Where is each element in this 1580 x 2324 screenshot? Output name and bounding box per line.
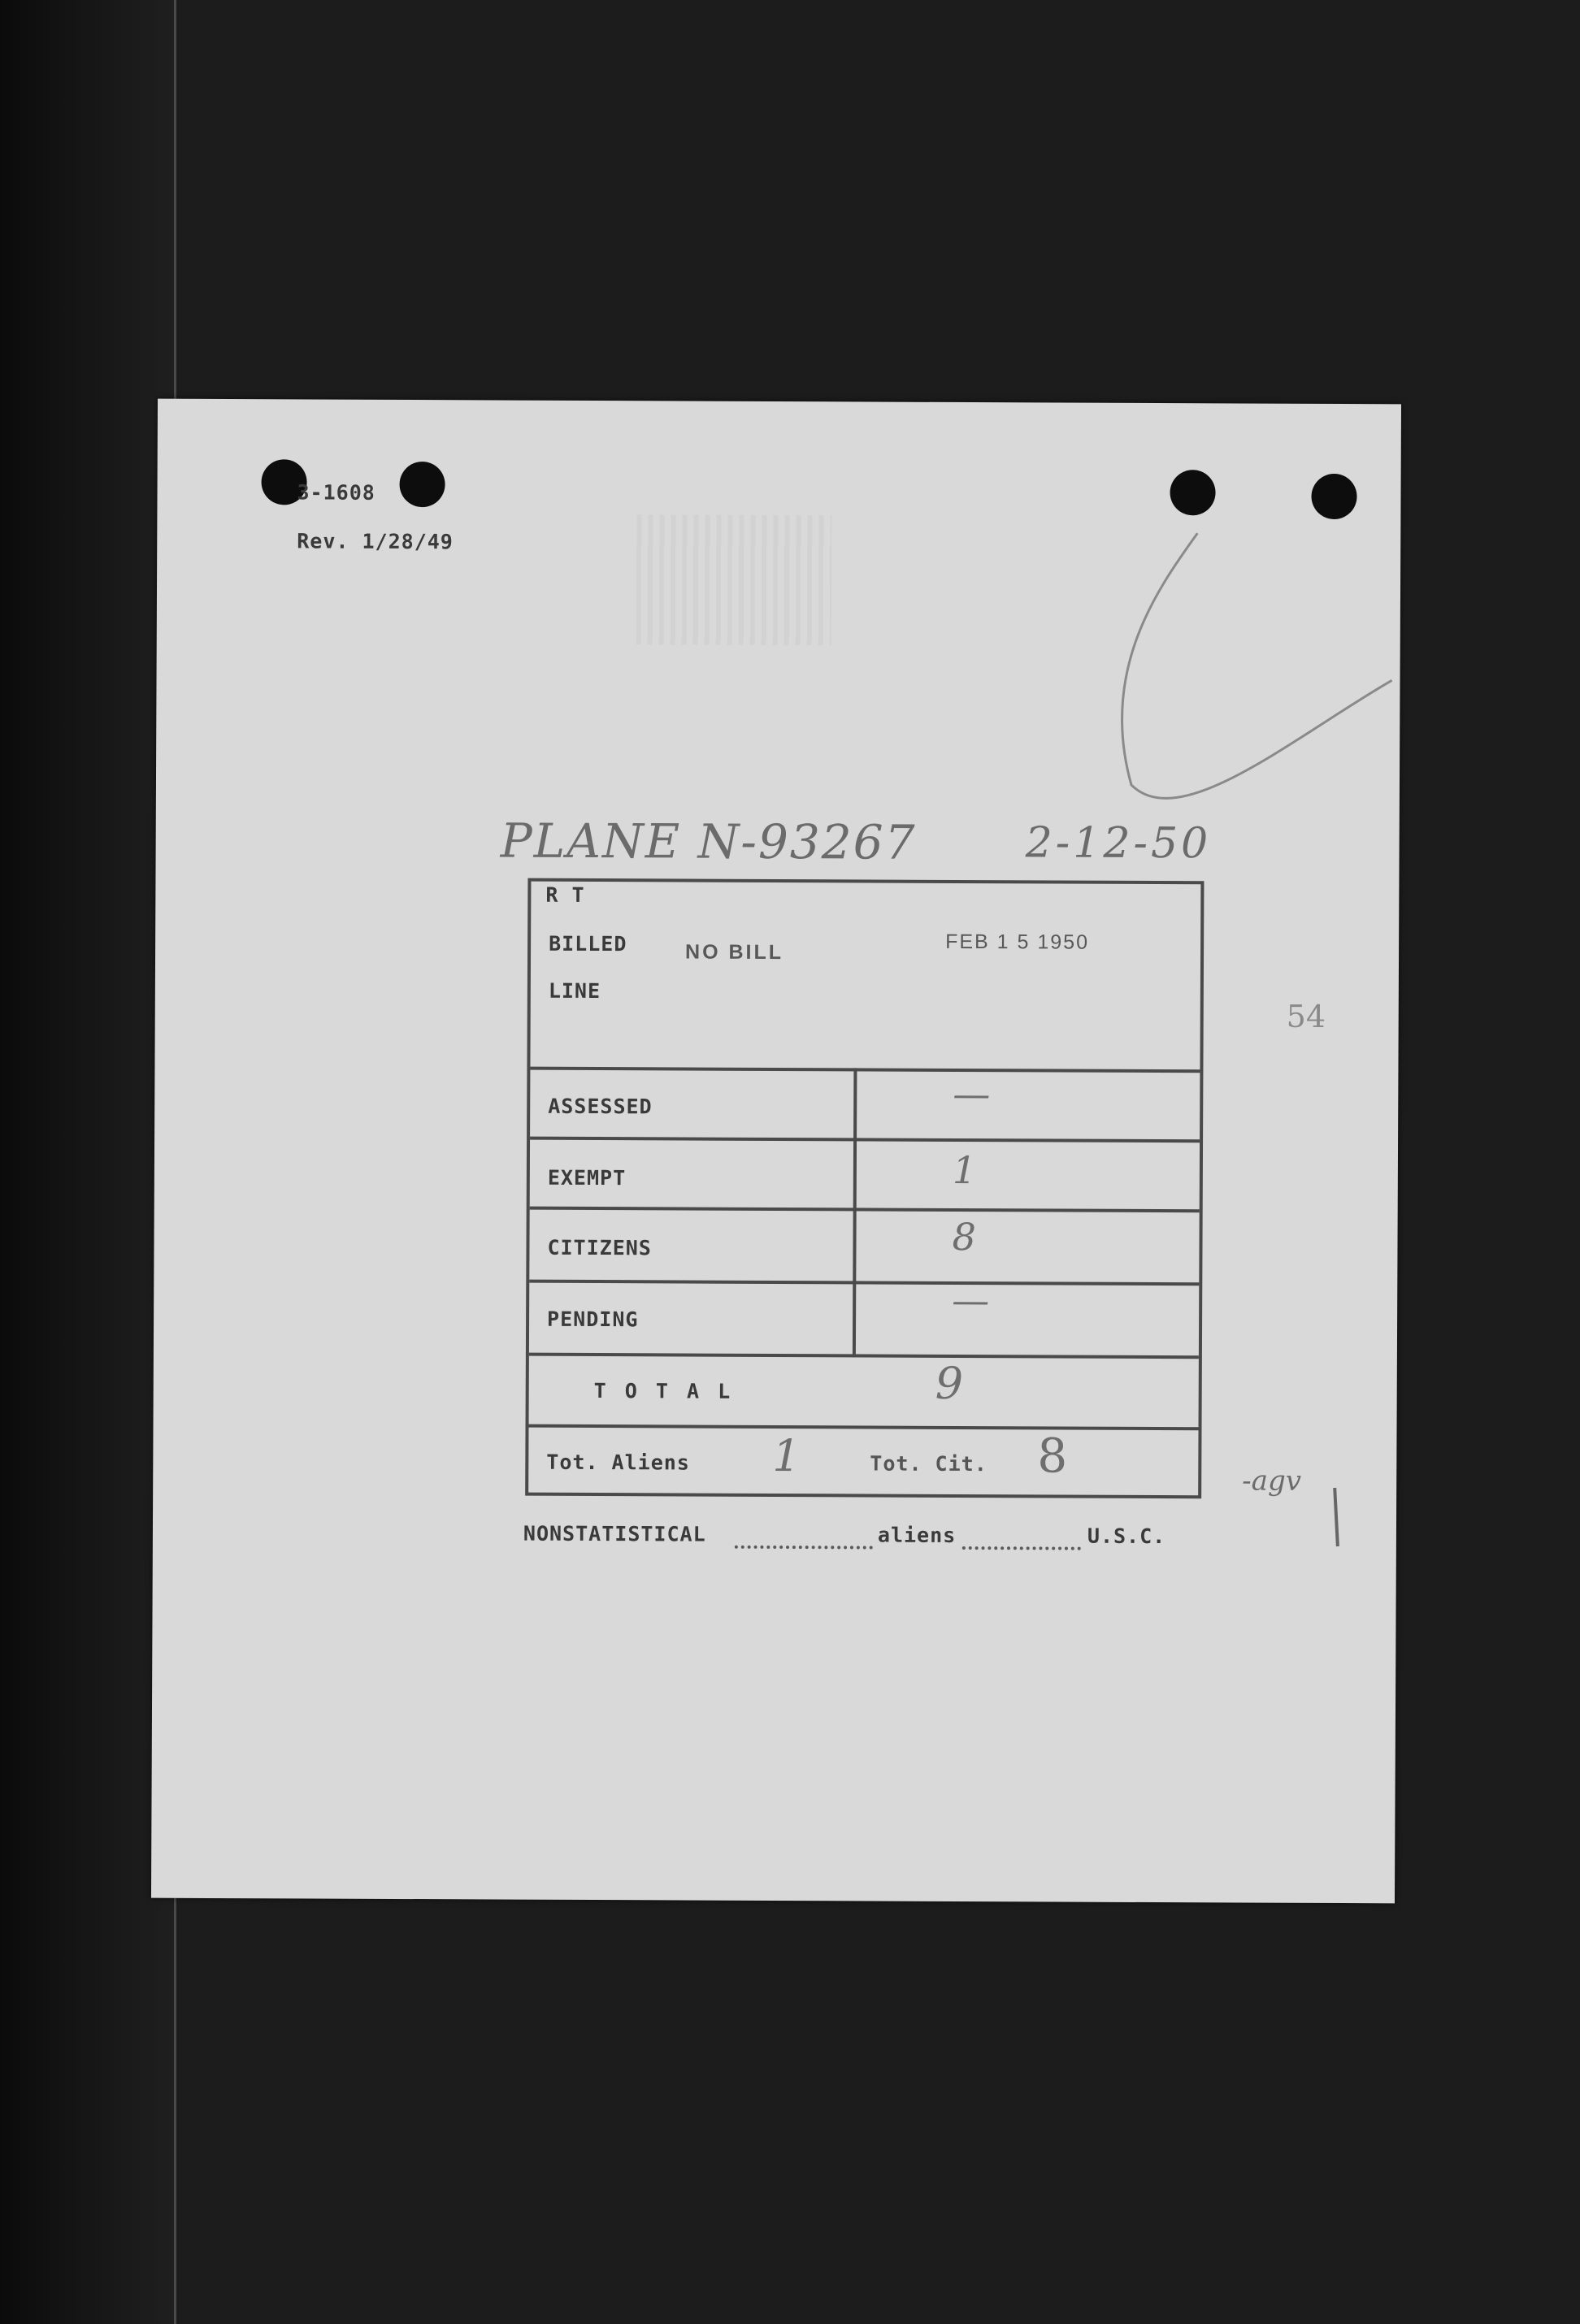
assessed-label: ASSESSED bbox=[548, 1094, 653, 1119]
date-handwritten: 2-12-50 bbox=[1025, 818, 1212, 869]
no-bill-stamp: NO BILL bbox=[685, 940, 784, 965]
pencil-mark bbox=[1001, 524, 1409, 818]
total-aliens-value: 1 bbox=[772, 1429, 801, 1482]
margin-initials: -agv bbox=[1242, 1464, 1302, 1498]
punch-hole bbox=[399, 462, 445, 507]
line-label: LINE bbox=[548, 978, 601, 1004]
punch-hole bbox=[1311, 474, 1356, 519]
pencil-tick bbox=[1330, 1485, 1346, 1550]
divider bbox=[530, 1137, 1200, 1143]
divider bbox=[530, 1207, 1200, 1213]
punch-hole bbox=[1170, 470, 1215, 515]
total-citizens-label: Tot. Cit. bbox=[870, 1451, 988, 1476]
column-divider bbox=[853, 1068, 857, 1357]
rt-label: R T bbox=[545, 882, 585, 907]
total-value: 9 bbox=[935, 1357, 964, 1410]
total-aliens-label: Tot. Aliens bbox=[546, 1450, 690, 1475]
citizens-label: CITIZENS bbox=[547, 1235, 652, 1260]
date-received-stamp: FEB 1 5 1950 bbox=[945, 930, 1090, 954]
nonstatistical-label: NONSTATISTICAL bbox=[523, 1521, 706, 1546]
faint-bleed-through bbox=[636, 514, 832, 645]
form-table bbox=[525, 878, 1204, 1499]
pending-label: PENDING bbox=[547, 1307, 639, 1332]
revision-date: Rev. 1/28/49 bbox=[297, 529, 454, 554]
divider bbox=[529, 1424, 1199, 1431]
divider bbox=[529, 1280, 1199, 1286]
document-sheet bbox=[151, 399, 1401, 1904]
margin-number: 54 bbox=[1286, 998, 1326, 1034]
plane-number-handwritten: PLANE N-93267 bbox=[500, 813, 917, 870]
aliens-blank bbox=[962, 1546, 1081, 1550]
billed-label: BILLED bbox=[549, 931, 627, 956]
total-label: T O T A L bbox=[593, 1379, 734, 1403]
citizens-value: 8 bbox=[952, 1214, 976, 1260]
usc-label: U.S.C. bbox=[1087, 1524, 1166, 1549]
nonstatistical-blank bbox=[735, 1546, 873, 1550]
exempt-label: EXEMPT bbox=[547, 1165, 627, 1190]
total-citizens-value: 8 bbox=[1037, 1428, 1068, 1484]
pending-value: — bbox=[952, 1277, 990, 1323]
form-number: 3-1608 bbox=[297, 480, 375, 505]
exempt-value: 1 bbox=[952, 1147, 977, 1193]
assessed-value: — bbox=[953, 1071, 991, 1116]
film-edge bbox=[0, 0, 175, 2324]
divider bbox=[529, 1353, 1199, 1359]
aliens-label: aliens bbox=[877, 1523, 957, 1547]
divider bbox=[530, 1067, 1200, 1073]
